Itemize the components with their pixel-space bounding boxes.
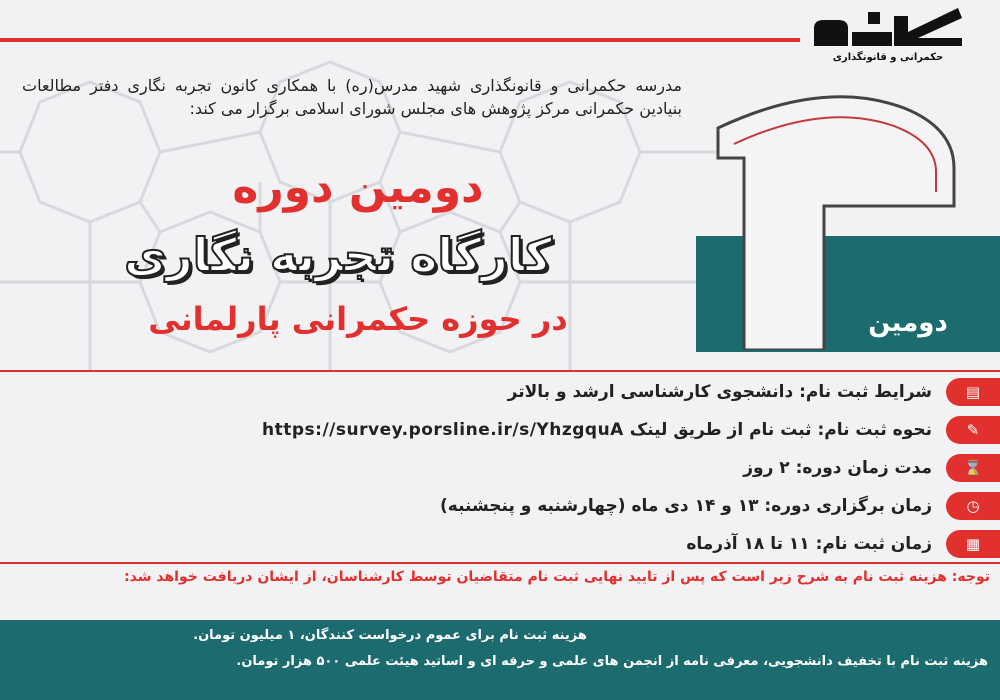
headline-line2: کارگاه تجربه نگاری [124, 228, 552, 282]
school-logo [808, 6, 968, 76]
fee-note: توجه: هزینه ثبت نام به شرح زیر است که پس از تایید نهایی ثبت نام متقاضیان توسط کارشناسان، از ایشان دریافت خواهد شد: [124, 569, 990, 585]
info-text: شرایط ثبت نام: دانشجوی کارشناسی ارشد و بالاتر [507, 382, 932, 402]
headline-line1: دومین دوره [232, 162, 484, 213]
fee-discount: هزینه ثبت نام با تخفیف دانشجویی، معرفی نامه از انجمن های علمی و حرفه ای و اساتید هیئت علمی ۵۰۰ هزار تومان. [236, 654, 988, 669]
info-row-schedule [440, 490, 1000, 522]
fee-general: هزینه ثبت نام برای عموم درخواست کنندگان، ۱ میلیون تومان. [193, 628, 587, 643]
info-text: زمان برگزاری دوره: ۱۳ و ۱۴ دی ماه (چهارشنبه و پنجشنبه) [440, 496, 932, 516]
logo-mark-icon [808, 6, 968, 52]
logo-subtitle: حکمرانی و قانونگذاری [832, 52, 944, 63]
document-icon: ▤ [946, 378, 1000, 406]
headline-line3: در حوزه حکمرانی پارلمانی [148, 300, 568, 338]
intro-text: مدرسه حکمرانی و قانونگذاری شهید مدرس(ره) با همکاری کانون تجربه نگاری دفتر مطالعات بنیادین حکمرانی مرکز پژوهش های مجلس شورای اسلامی برگزار می کند: [22, 76, 682, 118]
pen-icon: ✎ [946, 416, 1000, 444]
info-text: زمان ثبت نام: ۱۱ تا ۱۸ آذرماه [686, 534, 932, 554]
info-text: نحوه ثبت نام: ثبت نام از طریق لینک https://survey.porsline.ir/s/YhzgquA [262, 420, 932, 440]
info-row-registration-time [686, 528, 1000, 560]
divider-bottom [0, 562, 1000, 564]
info-row-duration [743, 452, 1000, 484]
info-text: مدت زمان دوره: ۲ روز [743, 458, 932, 478]
calendar-icon: ▦ [946, 530, 1000, 558]
info-row-registration-method [262, 414, 1000, 446]
info-row-requirements [508, 376, 1000, 408]
clock-icon: ◷ [946, 492, 1000, 520]
divider-top [0, 370, 1000, 372]
hourglass-icon: ⌛ [946, 454, 1000, 482]
badge-label: دومین [868, 308, 948, 338]
